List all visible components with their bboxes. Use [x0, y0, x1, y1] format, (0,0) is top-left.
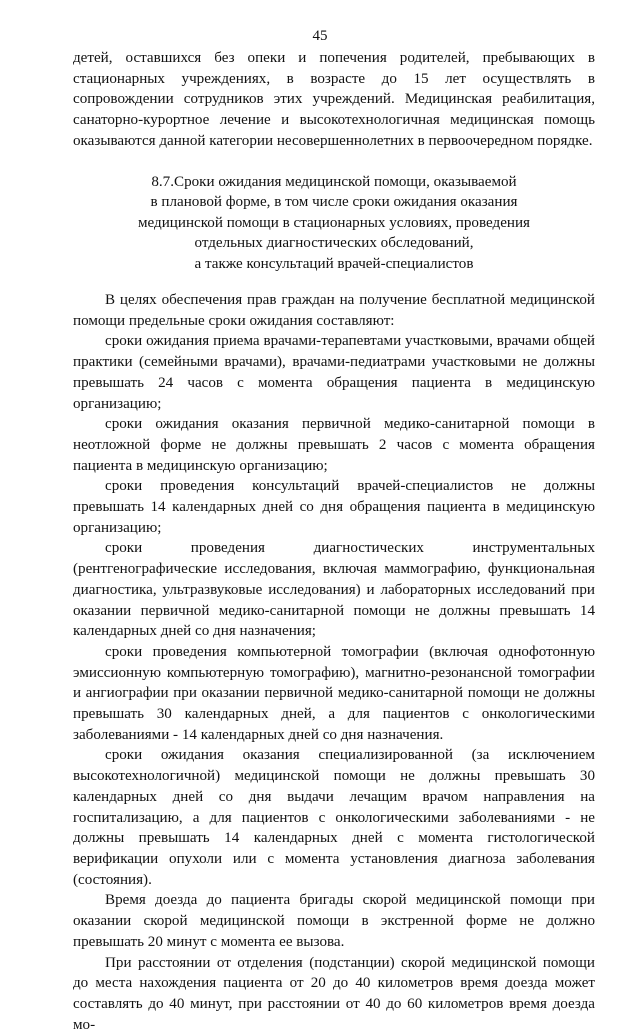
section-heading-line: в плановой форме, в том числе сроки ожидания оказания [150, 194, 518, 211]
document-body [73, 48, 595, 1035]
body-paragraph: сроки проведения компьютерной томографии (включая однофотонную эмиссионную компьютерную томографию), магнитно-резонансной томографии и ангиографии при оказании первичной медико-санитарной помощи не должны превышать 30 календарных дней, а для пациентов с онкологическими заболеваниями - 14 календарных дней со дня назначения. [73, 643, 595, 743]
section-heading-line: отдельных диагностических обследований, [194, 235, 474, 252]
section-heading [73, 172, 595, 275]
body-paragraph: В целях обеспечения прав граждан на получение бесплатной медицинской помощи предельные сроки ожидания составляют: [73, 292, 595, 329]
body-paragraph: Время доезда до пациента бригады скорой медицинской помощи при оказании скорой медицинской помощи в экстренной форме не должно превышать 20 минут с момента ее вызова. [73, 892, 595, 950]
section-heading-line: медицинской помощи в стационарных условиях, проведения [137, 214, 530, 231]
body-paragraph: При расстоянии от отделения (подстанции) скорой медицинской помощи до места нахождения пациента от 20 до 40 километров время доезда может составлять до 40 минут, при расстоянии от 40 до 60 километров время доезда мо- [73, 954, 595, 1033]
body-paragraph: сроки проведения диагностических инструментальных (рентгенографические исследования, включая маммографию, функциональная диагностика, ультразвуковые исследования) и лабораторных исследований при оказании первичной медико-санитарной помощи не должны превышать 14 календарных дней со дня назначения; [73, 540, 595, 640]
page-number: 45 [312, 28, 328, 44]
section-heading-line: 8.7.Сроки ожидания медицинской помощи, оказываемой [151, 173, 517, 190]
body-paragraph: сроки ожидания оказания специализированной (за исключением высокотехнологичной) медицинской помощи не должны превышать 30 календарных дней со дня выдачи лечащим врачом направления на госпитализацию, а для пациентов с онкологическими заболеваниями - не должны превышать 14 календарных дней с момента гистологической верификации опухоли или с момента установления диагноза заболевания (состояния). [73, 747, 595, 888]
body-paragraph: сроки ожидания приема врачами-терапевтами участковыми, врачами общей практики (семейными врачами), врачами-педиатрами участковыми не должны превышать 24 часов с момента обращения пациента в медицинскую организацию; [73, 333, 595, 412]
intro-paragraph: детей, оставшихся без опеки и попечения родителей, пребывающих в стационарных учреждениях, в возрасте до 15 лет осуществлять в сопровождении сотрудников этих учреждений. Медицинская реабилитация, санаторно-курортное лечение и высокотехнологичная медицинская помощь оказываются данной категории несовершеннолетних в первоочередном порядке. [73, 50, 595, 149]
body-paragraph: сроки проведения консультаций врачей-специалистов не должны превышать 14 календарных дней со дня обращения пациента в медицинскую организацию; [73, 478, 595, 536]
body-paragraph: сроки ожидания оказания первичной медико-санитарной помощи в неотложной форме не должны превышать 2 часов с момента обращения пациента в медицинскую организацию; [73, 416, 595, 474]
section-heading-line: а также консультаций врачей-специалистов [194, 255, 474, 272]
